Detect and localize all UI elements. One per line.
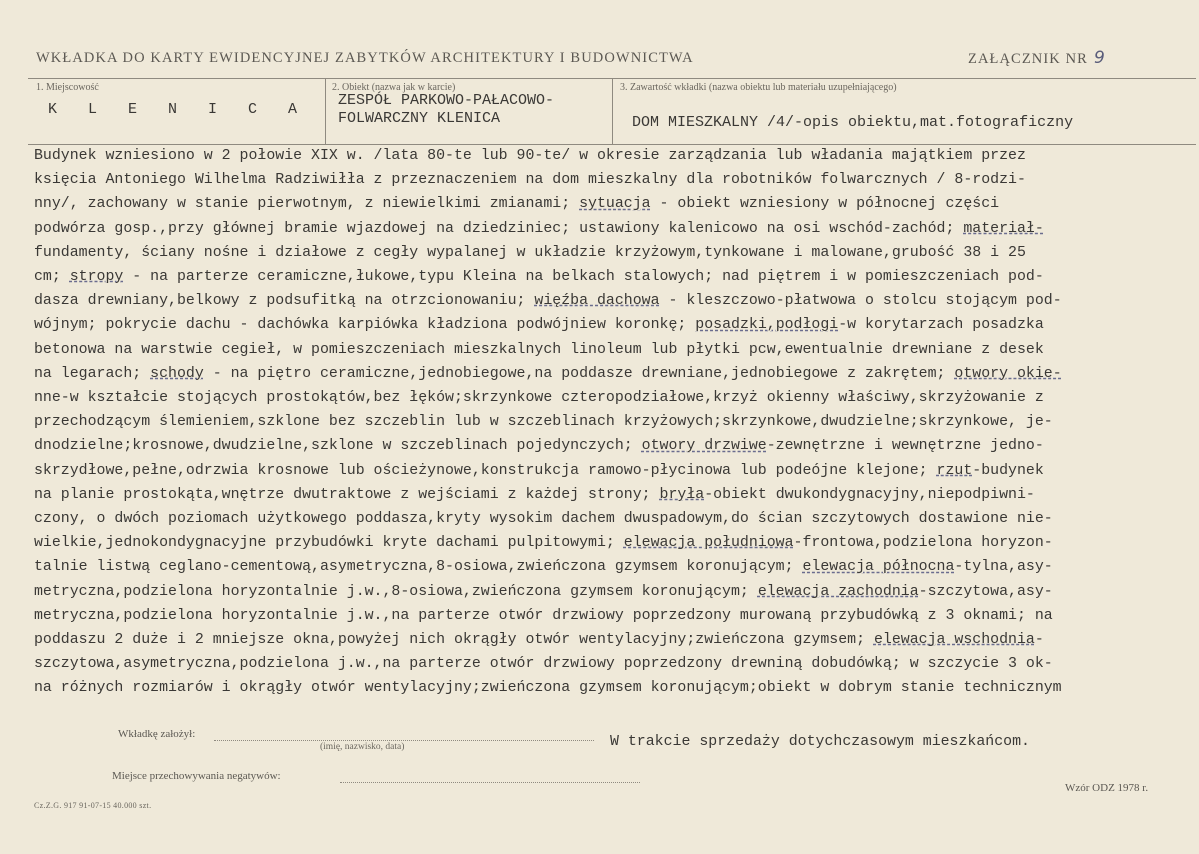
place-label: 1. Miejscowość: [36, 82, 99, 93]
keyword-underlined: elewacja zachodnia: [757, 583, 919, 600]
annex-label-text: ZAŁĄCZNIK NR: [968, 51, 1088, 67]
form-title: WKŁADKA DO KARTY EWIDENCYJNEJ ZABYTKÓW ARCHITEKTURY I BUDOWNICTWA: [36, 50, 694, 66]
content-label: 3. Zawartość wkładki (nazwa obiektu lub materiału uzupełniającego): [620, 82, 897, 93]
keyword-underlined: stropy: [69, 269, 124, 286]
box-divider-2: [612, 78, 613, 144]
text-line: cm; stropy - na parterze ceramiczne,łukowe,typu Kleina na belkach stalowych; nad piętrem i w pomieszczeniach pod-: [34, 269, 1044, 286]
keyword-underlined: schody: [150, 365, 204, 382]
text-line: betonowa na warstwie cegieł, w pomieszczeniach mieszkalnych linoleum lub płytki pcw,ewentualnie drewniane z desek: [34, 341, 1044, 358]
text-line: metryczna,podzielona horyzontalnie j.w.,8-osiowa,zwieńczona gzymsem koronującym; elewacja zachodnia-szczytowa,asy-: [34, 583, 1053, 600]
sale-note: W trakcie sprzedaży dotychczasowym mieszkańcom.: [610, 734, 1030, 750]
keyword-underlined: więźba dachowa: [534, 293, 660, 310]
content-value: DOM MIESZKALNY /4/-opis obiektu,mat.fotograficzny: [632, 114, 1074, 131]
text-line: szczytowa,asymetryczna,podzielona j.w.,na parterze otwór drzwiowy poprzedzony drewniną dobudówką; w szczycie 3 ok-: [34, 656, 1053, 673]
text-line: dasza drewniany,belkowy z podsufitką na otrzcionowaniu; więźba dachowa - kleszczowo-płatwowa o stolcu stojącym pod-: [34, 293, 1062, 310]
keyword-underlined: posadzki,podłogi: [695, 317, 839, 334]
keyword-underlined: materiał-: [963, 220, 1044, 237]
text-line: księcia Antoniego Wilhelma Radziwiłła z przeznaczeniem na dom mieszkalny dla robotników folwarcznych / 8-rodzi-: [34, 172, 1026, 189]
author-label: Wkładkę założył:: [118, 728, 196, 740]
text-line: na legarach; schody - na piętro ceramiczne,jednobiegowe,na poddasze drewniane,jednobiegowe z zakrętem; otwory okie-: [34, 365, 1062, 382]
place-value: K L E N I C A: [48, 101, 309, 118]
text-line: na planie prostokąta,wnętrze dwutraktowe z wejściami z każdej strony; bryła-obiekt dwukondygnacyjny,niepodpiwni-: [34, 486, 1035, 503]
negatives-dotted-line: [340, 782, 640, 783]
text-line: poddaszu 2 duże i 2 mniejsze okna,powyżej nich okrągły otwór wentylacyjny;zwieńczona gzymsem; elewacja wschodnia-: [34, 632, 1044, 649]
author-dotted-line: [214, 740, 594, 741]
object-label: 2. Obiekt (nazwa jak w karcie): [332, 82, 456, 93]
text-line: talnie listwą ceglano-cementową,asymetryczna,8-osiowa,zwieńczona gzymsem koronującym; elewacja północna-tylna,asy-: [34, 559, 1053, 576]
author-sublabel: (imię, nazwisko, data): [320, 742, 405, 752]
description-text: [34, 144, 1196, 701]
object-value: ZESPÓŁ PARKOWO-PAŁACOWO- FOLWARCZNY KLENICA: [338, 92, 555, 127]
keyword-underlined: elewacja wschodnia: [873, 632, 1035, 649]
keyword-underlined: elewacja południowa: [623, 535, 794, 552]
keyword-underlined: elewacja północna: [802, 559, 955, 576]
text-line: wielkie,jednokondygnacyjne przybudówki kryte dachami pulpitowymi; elewacja południowa-frontowa,podzielona horyzon-: [34, 535, 1053, 552]
box-divider-1: [325, 78, 326, 144]
keyword-underlined: rzut: [936, 462, 973, 479]
keyword-underlined: bryła: [659, 486, 705, 503]
text-line: metryczna,podzielona horyzontalnie j.w.,na parterze otwór drzwiowy poprzedzony murowaną przybudówką z 3 oknami; na: [34, 607, 1053, 624]
text-line: czony, o dwóch poziomach użytkowego poddasza,kryty wysokim dachem dwuspadowym,do ścian szczytowych dostawione nie-: [34, 511, 1053, 528]
text-line: na różnych rozmiarów i okrągły otwór wentylacyjny;zwieńczona gzymsem koronującym;obiekt w dobrym stanie technicznym: [34, 680, 1062, 697]
keyword-underlined: sytuacja: [579, 196, 651, 213]
negatives-label: Miejsce przechowywania negatywów:: [112, 770, 281, 782]
text-line: skrzydłowe,pełne,odrzwia krosnowe lub ościeżynowe,konstrukcja ramowo-płycinowa lub podeójne klejone; rzut-budynek: [34, 462, 1044, 479]
text-line: nne-w kształcie stojących prostokątów,bez łęków;skrzynkowe czteropodziałowe,krzyż okienny właściwy,skrzyżowanie z: [34, 390, 1044, 407]
text-line: Budynek wzniesiono w 2 połowie XIX w. /lata 80-te lub 90-te/ w okresie zarządzania lub władania majątkiem przez: [34, 148, 1026, 164]
text-line: przechodzącym ślemieniem,szklone bez szczeblin lub w szczeblinach krzyżowych;skrzynkowe,dwudzielne;skrzynkowe, je-: [34, 414, 1053, 431]
annex-number: 9: [1093, 48, 1106, 68]
text-line: dnodzielne;krosnowe,dwudzielne,szklone w szczeblinach pojedynczych; otwory drzwiwe-zewnętrzne i wewnętrzne jedno-: [34, 438, 1044, 455]
print-info: Cz.Z.G. 917 91-07-15 40.000 szt.: [34, 801, 152, 810]
keyword-underlined: otwory okie-: [954, 365, 1062, 382]
text-line: podwórza gosp.,przy głównej bramie wjazdowej na dziedziniec; ustawiony kalenicowo na osi wschód-zachód; materiał-: [34, 220, 1044, 237]
form-code: Wzór ODZ 1978 r.: [1065, 782, 1149, 794]
text-line: fundamenty, ściany nośne i działowe z cegły wypalanej w układzie krzyżowym,tynkowane i malowane,grubość 38 i 25: [34, 244, 1026, 261]
keyword-underlined: otwory drzwiwe: [641, 438, 767, 455]
annex-label: [968, 48, 1106, 68]
text-line: nny/, zachowany w stanie pierwotnym, z niewielkimi zmianami; sytuacja - obiekt wzniesiony w północnej części: [34, 196, 1000, 213]
text-line: wójnym; pokrycie dachu - dachówka karpiówka kładziona podwójniew koronkę; posadzki,podłogi-w korytarzach posadzka: [34, 317, 1044, 334]
